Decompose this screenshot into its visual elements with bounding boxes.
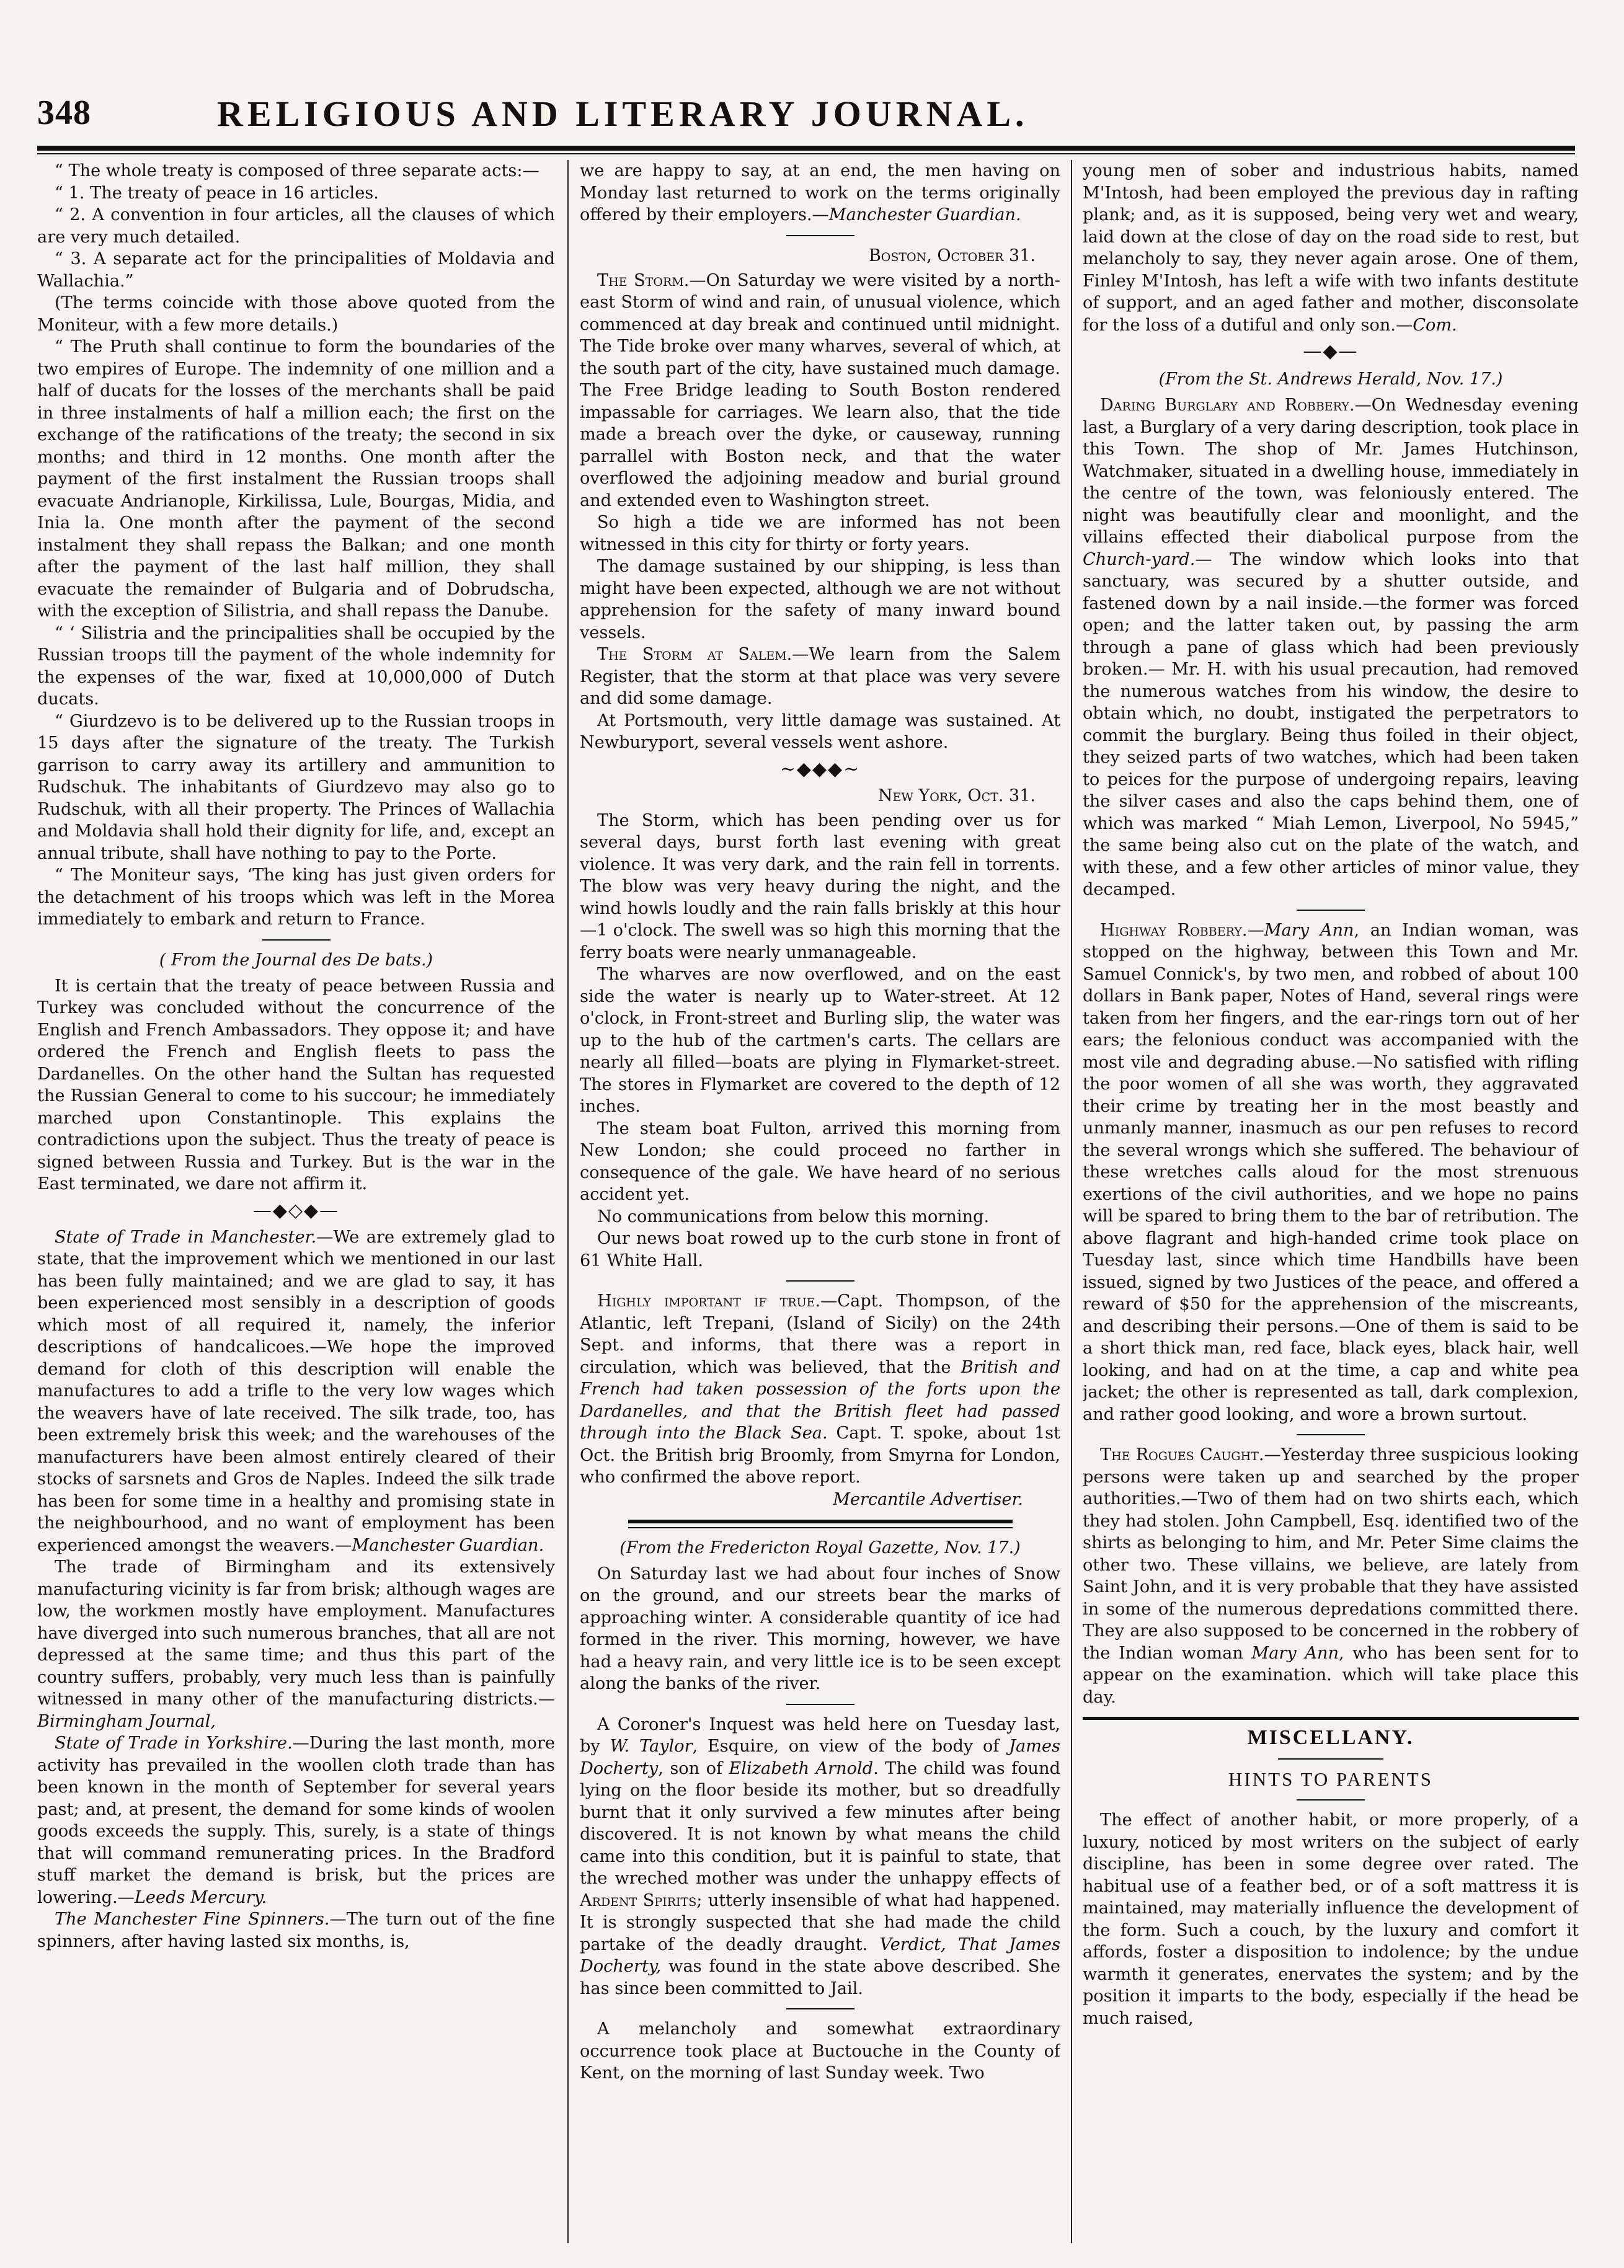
article-text: —The turn out of the fine spinners, after having lasted six months, is, bbox=[37, 1910, 555, 1951]
separator-rule bbox=[1297, 910, 1365, 911]
article-text: The trade of Birmingham and its extensively manufacturing vicinity is far from brisk; although wages are low, the workmen mostly have employment. Manufactures have diverged into such numerous branches, that all are not depressed at the same time; and thus this part of the country suffers, probably, very much less than is painfully witnessed in many other of the manufacturing districts.— bbox=[37, 1557, 555, 1709]
separator-rule bbox=[262, 939, 331, 941]
article-paragraph: “ 3. A separate act for the principalities of Moldavia and Wallachia.” bbox=[37, 249, 555, 291]
separator-rule bbox=[1297, 1799, 1365, 1801]
article-paragraph: “ The whole treaty is composed of three separate acts:— bbox=[55, 161, 539, 180]
ornament-divider: —◆— bbox=[1303, 340, 1359, 362]
article-lead: Highly important if true. bbox=[597, 1291, 821, 1311]
article-text: —On Wednesday evening last, a Burglary of a very daring description, took place in this Town. The shop of Mr. James Hutchinson, Watchmaker, situated in a dwelling house, immediately in the centre of the town, was feloniously entered. The night was beautifully clear and moonlight, and the villains effected their diabolical purpose from the bbox=[1083, 396, 1579, 547]
article-paragraph: It is certain that the treaty of peace between Russia and Turkey was concluded without the concurrence of the English and French Ambassadors. They oppose it; and have ordered the French and English fleets to pass the Dardanelles. On the other hand the Sultan has requested the Russian General to come to his succour; he immediately marched upon Constantinople. This explains the contradictions upon the subject. Thus the treaty of peace is signed between Russia and Turkey. But is the war in the East terminated, we dare not affirm it. bbox=[37, 976, 555, 1194]
article-lead: The Storm at Salem. bbox=[597, 645, 792, 664]
article-lead: State of Trade in Yorkshire. bbox=[55, 1734, 293, 1753]
article-paragraph: (The terms coincide with those above quoted from the Moniteur, with a few more details.) bbox=[37, 293, 555, 335]
article-paragraph bbox=[1083, 160, 1579, 336]
article-paragraph bbox=[37, 1226, 555, 1557]
dateline: New York, Oct. 31. bbox=[877, 786, 1036, 805]
article-text: —We are extremely glad to state, that the improvement which we mentioned in our last has been fully maintained; and we are glad to say, it has been experienced most sensibly in a description of goods which most of all required it, namely, the inferior descriptions of handcalicoes.—We hope the improved demand for cloth of this description will enable the manufactures to add a trifle to the very low wages which the weavers have of late received. The silk trade, too, has been extremely brisk this week; and the warehouses of the manufacturers have been almost entirely cleared of their stocks of sarsnets and Gros de Naples. Indeed the silk trade has been for some time in a healthy and promising state in the neighbourhood, and no want of employment has been experienced amongst the weavers.— bbox=[37, 1227, 555, 1555]
article-emphasis: British and French had taken possession of the forts upon the Dardanelles, and that the British fleet had passed through into the Black Sea. bbox=[580, 1357, 1060, 1443]
column-2 bbox=[580, 160, 1060, 2243]
section-rule bbox=[1083, 1717, 1579, 1720]
article-text: ; utterly insensible of what had happened. It is strongly suspected that she had made the child partake of the deadly draught. bbox=[580, 1890, 1060, 1954]
article-paragraph: At Portsmouth, very little damage was sustained. At Newburyport, several vessels went ashore. bbox=[580, 711, 1060, 752]
article-emphasis: Church-yard. bbox=[1083, 549, 1196, 569]
column-divider bbox=[1071, 160, 1072, 2243]
article-lead: The Storm. bbox=[597, 270, 690, 290]
article-paragraph bbox=[580, 1290, 1060, 1489]
article-lead: The Rogues Caught. bbox=[1100, 1445, 1264, 1464]
separator-rule bbox=[786, 235, 854, 236]
article-text: Capt. T. spoke, about 1st Oct. the British brig Broomly, from Smyrna for London, who confirmed the above report. bbox=[580, 1424, 1060, 1487]
source-attribution: (From the St. Andrews Herald, Nov. 17.) bbox=[1158, 370, 1503, 389]
section-rule-thin bbox=[628, 1527, 1013, 1528]
article-paragraph: A melancholy and somewhat extraordinary occurrence took place at Buctouche in the County of Kent, on the morning of last Sunday week. Two bbox=[580, 2019, 1060, 2083]
source-attribution: (From the Fredericton Royal Gazette, Nov. 17.) bbox=[619, 1538, 1021, 1557]
article-paragraph bbox=[580, 644, 1060, 710]
article-text: , who has been sent for to appear on the examination. which will take place this day. bbox=[1083, 1643, 1579, 1707]
article-text: , an Indian woman, was stopped on the highway, between this Town and Mr. Samuel Connick's, by two men, and robbed of about 100 dollars in Bank paper, Notes of Hand, several rings were taken from her fingers, and the ear-rings torn out of her ears; the felonious conduct was accompanied with the most vile and degrading abuse.—No satisfied with rifling the poor women of all she was worth, they aggravated their crime by treating her in the most beastly and unmanly manner, inasmuch as our pen refuses to record the several wrongs which she suffered. The behaviour of these wretches calls aloud for the most strenuous exertions of the civil authorities, and we hope no pains will be spared to bring them to the bar of retribution. The above flagrant and high-handed crime took place on Tuesday last, since which time Handbills have been issued, signed by two Justices of the peace, and offered a reward of $50 for the apprehension of the miscreants, and describing their persons.—One of them is said to be a short thick man, red face, black eyes, black hair, well looking, and had on at the time, a cap and white pea jacket; the other is represented as tall, dark complexion, and rather good looking, and wore a brown surtout. bbox=[1083, 920, 1579, 1424]
article-paragraph: “ 2. A convention in four articles, all the clauses of which are very much detailed. bbox=[37, 205, 555, 247]
article-paragraph: The steam boat Fulton, arrived this morning from New London; she could proceed no farther in consequence of the gale. We have heard of no serious accident yet. bbox=[580, 1118, 1060, 1204]
article-paragraph bbox=[1083, 1444, 1579, 1708]
ornament-divider: —◆◇◆— bbox=[252, 1199, 340, 1221]
article-paragraph bbox=[580, 270, 1060, 512]
article-paragraph bbox=[37, 1732, 555, 1908]
article-lead: State of Trade in Manchester. bbox=[55, 1227, 317, 1247]
dateline: Boston, October 31. bbox=[868, 246, 1036, 265]
article-paragraph bbox=[1083, 394, 1579, 901]
source-attribution: ( From the Journal des De bats.) bbox=[159, 950, 433, 970]
article-paragraph bbox=[37, 1556, 555, 1732]
article-source: Com. bbox=[1413, 315, 1457, 335]
article-text: , Esquire, on view of the body of bbox=[692, 1737, 1009, 1756]
article-paragraph: So high a tide we are informed has not been witnessed in this city for thirty or forty years. bbox=[580, 513, 1060, 554]
article-text: —We learn from the Salem Register, that the storm at that place was very severe and did some damage. bbox=[580, 645, 1060, 708]
article-lead: The Manchester Fine Spinners. bbox=[55, 1910, 330, 1929]
article-text: —Capt. Thompson, of the Atlantic, left Trepani, (Island of Sicily) on the 24th Sept. and informs, that there was a report in circulation, which was believed, that the bbox=[580, 1291, 1060, 1377]
article-text: young men of sober and industrious habits, named M'Intosh, had been employed the previous day in rafting plank; and, as it is supposed, being very wet and weary, laid down at the close of day on the road side to rest, but melancholy to say, they never again arose. One of them, Finley M'Intosh, has left a wife with two infants destitute of support, and an aged father and mother, disconsolate for the loss of a dutiful and only son.— bbox=[1083, 161, 1579, 335]
article-paragraph: “ Giurdzevo is to be delivered up to the Russian troops in 15 days after the signature of the treaty. The Turkish garrison to carry away its artillery and ammunition to Rudschuk. The inhabitants of Giurdzevo may also go to Rudschuk, with all their property. The Princes of Wallachia and Moldavia shall hold their dignity for life, and, except an annual tribute, shall have nothing to pay to the Porte. bbox=[37, 711, 555, 863]
article-source: Manchester Guardian. bbox=[828, 205, 1021, 224]
column-1 bbox=[37, 160, 555, 2243]
article-paragraph bbox=[580, 160, 1060, 226]
article-paragraph: “ ‘ Silistria and the principalities shall be occupied by the Russian troops till the payment of the whole indemnity for the expenses of the war, fixed at 10,000,000 of Dutch ducats. bbox=[37, 623, 555, 709]
article-paragraph: Our news boat rowed up to the curb stone in front of 61 White Hall. bbox=[580, 1229, 1060, 1270]
page-number: 348 bbox=[37, 94, 91, 132]
section-rule bbox=[628, 1520, 1013, 1523]
article-text: A Coroner's Inquest was held here on Tuesday last, by bbox=[580, 1714, 1060, 1756]
column-3 bbox=[1083, 160, 1579, 2243]
masthead bbox=[37, 93, 1575, 143]
article-paragraph: Highway Robbery.—Mary Ann, an Indian woman, was stopped on the highway, between this Town and Mr. Samuel Connick's, by two men, and robbed of about 100 dollars in Bank paper, Notes of Hand, several rings were taken from her fingers, and the ear-rings torn out of her ears; the felonious conduct was accompanied with the most vile and degrading abuse.—No satisfied with rifling the poor women of all she was worth, they aggravated their crime by treating her in the most beastly and unmanly manner, inasmuch as our pen refuses to record the several wrongs which she suffered. The behaviour of these wretches calls aloud for the most strenuous exertions of the civil authorities, and we hope no pains will be spared to bring them to the bar of retribution. The above flagrant and high-handed crime took place on Tuesday last, since which time Handbills have been issued, signed by two Justices of the peace, and offered a reward of $50 for the apprehension of the miscreants, and describing their persons.—One of them is said to be a short thick man, red face, black eyes, black hair, well looking, and had on at the time, a cap and white pea jacket; the other is represented as tall, dark complexion, and rather good looking, and wore a brown surtout. bbox=[1083, 920, 1579, 1424]
article-text: —On Saturday we were visited by a north-east Storm of wind and rain, of unusual violence, which commenced at day break and continued until midnight. The Tide broke over many wharves, several of which, at the south part of the city, have sustained much damage. The Free Bridge leading to South Boston rendered impassable for carriages. We learn also, that the tide made a breach over the dyke, or causeway, running parrallel with Boston neck, and that the water overflowed the adjoining meadow and burial ground and extended even to Washington street. bbox=[580, 270, 1060, 510]
article-emphasis: Verdict, That James Docherty, bbox=[580, 1934, 1060, 1976]
person-name: Mary Ann bbox=[1251, 1643, 1339, 1663]
separator-rule bbox=[786, 2008, 854, 2009]
article-paragraph bbox=[37, 1908, 555, 1952]
article-paragraph: On Saturday last we had about four inches of Snow on the ground, and our streets bear the marks of approaching winter. A considerable quantity of ice had formed in the river. This morning, however, we have had a heavy rain, and very little ice is to be seen except along the banks of the river. bbox=[580, 1564, 1060, 1693]
journal-title: RELIGIOUS AND LITERARY JOURNAL. bbox=[217, 94, 1029, 134]
article-lead: Daring Burglary and Robbery. bbox=[1100, 396, 1355, 415]
article-text: . The child was found lying on the floor beside its mother, but so dreadfully burnt that it only survived a few minutes after being discovered. It is not known by what means the child came into this condition, but it is painful to state, that the wreched mother was under the unhappy effects of bbox=[580, 1758, 1060, 1888]
article-source: Manchester Guardian. bbox=[352, 1535, 544, 1555]
article-text: —Yesterday three suspicious looking persons were taken up and searched by the proper authorities.—Two of them had on two shirts each, which they had stolen. John Campbell, Esq. identified two of the shirts as belonging to him, and Mr. Peter Sime claims the other two. These villains, we believe, are lately from Saint John, and it is very probable that they have assisted in some of the numerous depredations committed there. They are also supposed to be concerned in the robbery of the Indian woman bbox=[1083, 1445, 1579, 1663]
article-paragraph bbox=[580, 1714, 1060, 2000]
article-text: we are happy to say, at an end, the men having on Monday last returned to work on the terms originally offered by their employers.— bbox=[580, 161, 1060, 224]
separator-rule bbox=[1278, 1758, 1383, 1760]
article-paragraph: The wharves are now overflowed, and on the east side the water is nearly up to Water-street. At 12 o'clock, in Front-street and Burling slip, the water was up to the hub of the cartmen's carts. The cellars are nearly all filled—boats are plying in Flymarket-street. The stores in Flymarket are covered to the depth of 12 inches. bbox=[580, 965, 1060, 1116]
article-paragraph: The Storm, which has been pending over us for several days, burst forth last evening with great violence. It was very dark, and the rain fell in torrents. The blow was very heavy during the night, and the wind howls loudly and the rain falls briskly at this hour—1 o'clock. The swell was so high this morning that the ferry boats were nearly unmanageable. bbox=[580, 810, 1060, 962]
article-paragraph: The effect of another habit, or more properly, of a luxury, noticed by most writers on the subject of early discipline, has been in some degree over rated. The habitual use of a feather bed, or of a soft mattress it is maintained, may materially influence the development of the form. Such a couch, by the luxury and comfort it affords, foster a disposition to indolence; by the undue warmth it generates, enervates the system; and by the position it imparts to the body, especially if the head be much raised, bbox=[1083, 1810, 1579, 2028]
article-source: Leeds Mercury. bbox=[134, 1887, 267, 1907]
article-text: — The window which looks into that sanctuary, was secured by a shutter outside, and fastened down by a nail inside.—the former was forced open; and the latter taken out, by passing the arm through a pane of glass which had been previously broken.— Mr. H. with his usual precaution, had removed the numerous watches from his window, the desire to obtain which, no doubt, instigated the perpetrators to commit the burglary. Being thus foiled in their object, they seized parts of two watches, which had been taken to peices for the purpose of undergoing repairs, leaving the silver cases and also the caps behind them, one of which was marked “ Miah Lemon, Liverpool, No 5945,” the same being also cut on the plate of the watch, and with these, and a few other articles of minor value, they decamped. bbox=[1083, 549, 1579, 899]
article-paragraph: The damage sustained by our shipping, is less than might have been expected, although we are not without apprehension for the safety of many inward bound vessels. bbox=[580, 557, 1060, 642]
article-source: Mercantile Advertiser. bbox=[833, 1489, 1023, 1509]
person-name: James Docherty bbox=[580, 1737, 1060, 1778]
article-paragraph: “ The Moniteur says, ‘The king has just given orders for the detachment of his troops which was left in the Morea immediately to embark and return to France. bbox=[37, 866, 555, 929]
person-name: Elizabeth Arnold bbox=[729, 1758, 874, 1778]
article-text: was found in the state above described. She has since been committed to Jail. bbox=[580, 1957, 1060, 1998]
separator-rule bbox=[1297, 1434, 1365, 1435]
article-source: Birmingham Journal, bbox=[37, 1711, 216, 1731]
article-paragraph: No communications from below this morning. bbox=[597, 1207, 990, 1226]
article-text: —During the last month, more activity has prevailed in the woollen cloth trade than has been known in the month of September for several years past; and, at present, the demand for some kinds of woolen goods exceeds the supply. This, surely, is a state of things that will command remunerating prices. In the Bradford stuff market the demand is brisk, but the prices are lowering.— bbox=[37, 1734, 555, 1907]
separator-rule bbox=[786, 1280, 854, 1282]
person-name: W. Taylor bbox=[610, 1737, 693, 1756]
article-paragraph: “ The Pruth shall continue to form the boundaries of the two empires of Europe. The indemnity of one million and a half of ducats for the losses of the merchants shall be paid in three instalments of half a million each; the first on the exchange of the ratifications of the treaty; the second in six months; and third in 12 months. One month after the payment of the first instalment the Russian troops shall evacuate Andrianople, Kirkilissa, Lule, Bourgas, Midia, and Inia la. One month after the payment of the second instalment they shall repass the Balkan; and one month after the payment of the last half million, they shall evacuate the remainder of Bulgaria and of Dobrudscha, with the exception of Silistria, and shall repass the Danube. bbox=[37, 337, 555, 621]
separator-rule bbox=[786, 1704, 854, 1705]
header-rule bbox=[37, 146, 1575, 151]
article-emphasis: Ardent Spirits bbox=[580, 1890, 697, 1910]
article-paragraph: “ 1. The treaty of peace in 16 articles. bbox=[55, 183, 379, 203]
ornament-divider: ~◆◆◆~ bbox=[779, 758, 861, 780]
person-name: Mary Ann bbox=[1264, 920, 1354, 940]
article-heading: HINTS TO PARENTS bbox=[1228, 1768, 1433, 1790]
article-lead: Highway Robbery. bbox=[1100, 920, 1248, 940]
column-divider bbox=[567, 160, 569, 2243]
section-heading: MISCELLANY. bbox=[1247, 1726, 1414, 1749]
article-text: , son of bbox=[658, 1758, 729, 1778]
header-rule-thin bbox=[37, 153, 1575, 154]
